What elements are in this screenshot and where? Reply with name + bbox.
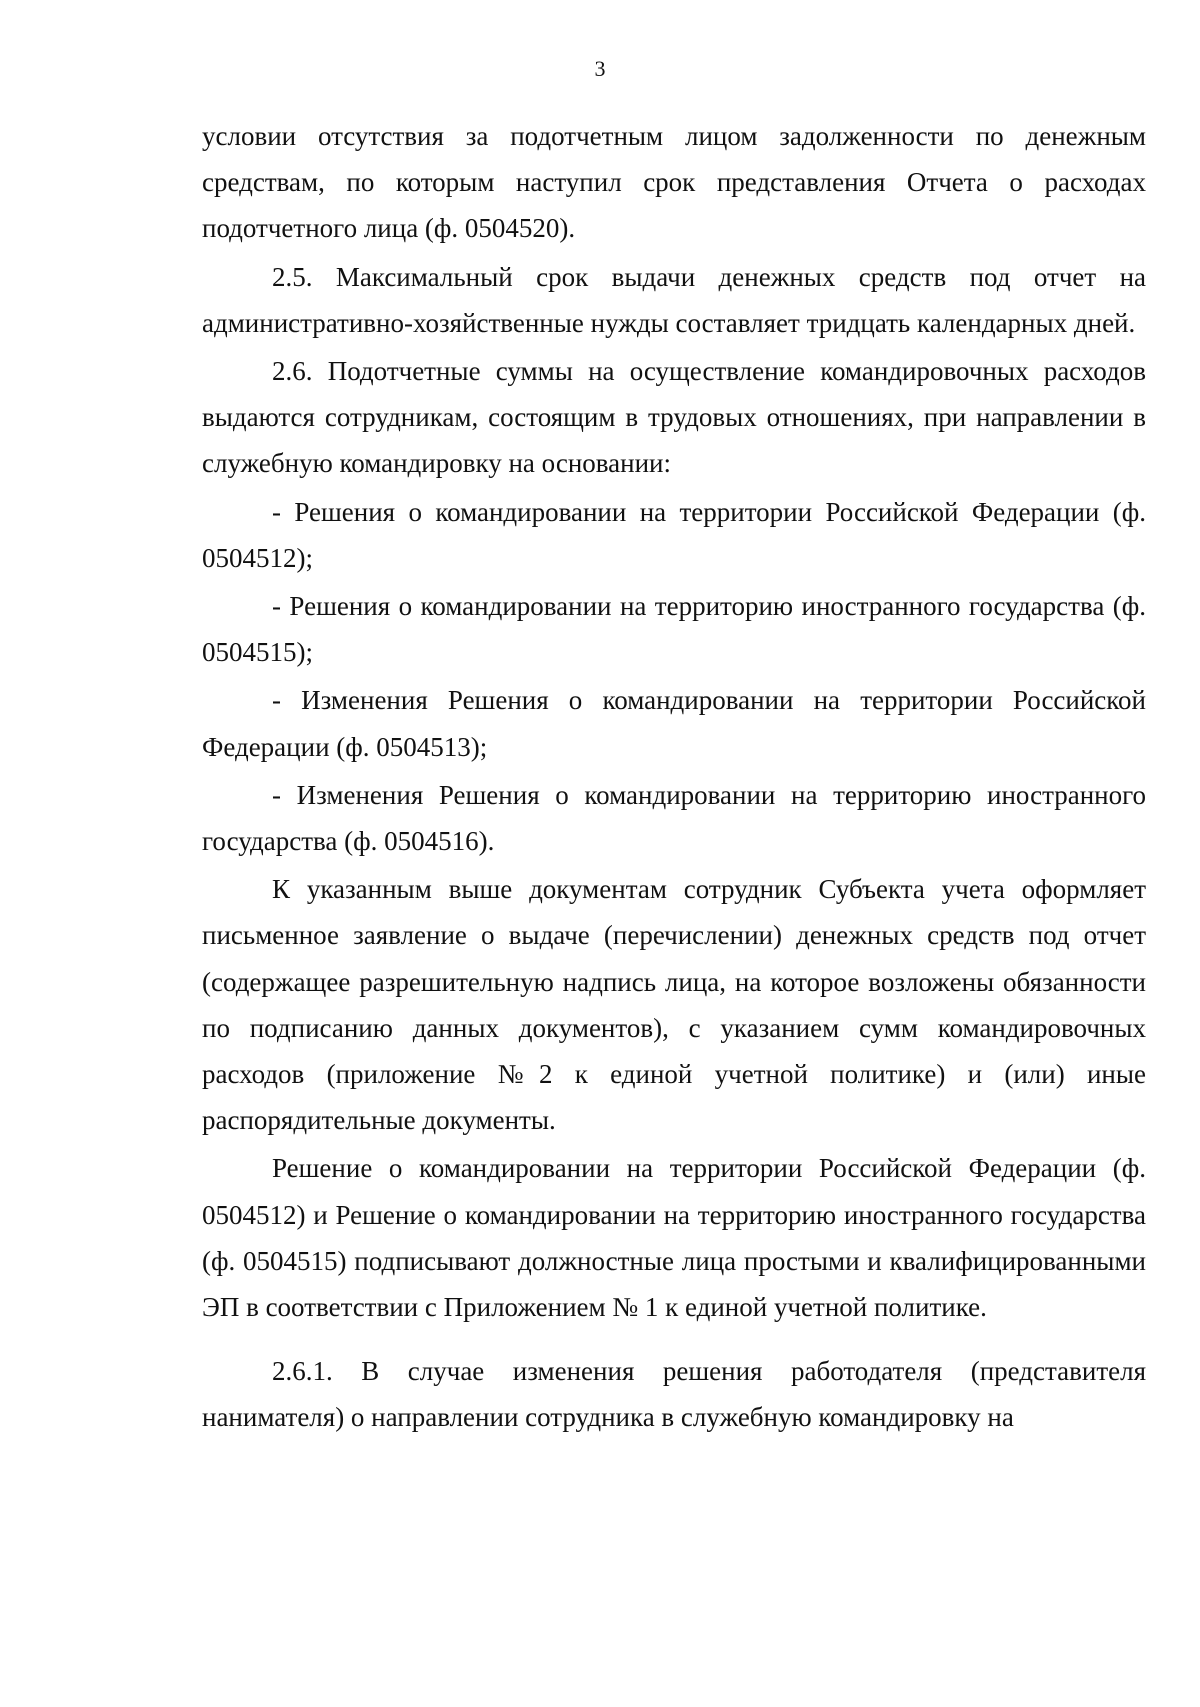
list-item-change-rf: - Изменения Решения о командировании на территории Российской Федерации (ф. 0504513);: [202, 685, 1146, 762]
list-item-change-foreign: - Изменения Решения о командировании на территорию иностранного государства (ф. 0504516).: [202, 779, 1146, 857]
list-item-decision-foreign: - Решения о командировании на территорию иностранного государства (ф. 0504515);: [202, 591, 1146, 668]
paragraph-2-6: 2.6. Подотчетные суммы на осуществление командировочных расходов выдаются сотрудникам, состоящим в трудовых отношениях, при направлении в служебную командировку на основании:: [202, 356, 1146, 479]
paragraph-signatures: Решение о командировании на территории Российской Федерации (ф. 0504512) и Решение о командировании на территорию иностранного государства (ф. 0504515) подписывают должностные лица простыми и квалифицированными ЭП в соответствии с Приложением № 1 к единой учетной политике.: [202, 1153, 1146, 1323]
paragraph-application: К указанным выше документам сотрудник Субъекта учета оформляет письменное заявление о выдаче (перечислении) денежных средств под отчет (содержащее разрешительную надпись лица, на которое возложены обязанности по подписанию данных документов), с указанием сумм командировочных расходов (приложение №2 к единой учетной политике) и (или) иные распорядительные документы.: [202, 874, 1146, 1136]
page-number: 3: [594, 56, 606, 81]
list-item-decision-rf: - Решения о командировании на территории Российской Федерации (ф. 0504512);: [202, 496, 1146, 573]
paragraph-continuation: условии отсутствия за подотчетным лицом задолженности по денежным средствам, по которым наступил срок представления Отчета о расходах подотчетного лица (ф. 0504520).: [202, 121, 1146, 244]
paragraph-2-5: 2.5. Максимальный срок выдачи денежных средств под отчет на административно-хозяйственные нужды составляет тридцать календарных дней.: [202, 261, 1146, 338]
paragraph-2-6-1: 2.6.1. В случае изменения решения работодателя (представителя нанимателя) о направлении сотрудника в служебную командировку на: [202, 1356, 1146, 1433]
document-body: [202, 113, 1146, 1443]
